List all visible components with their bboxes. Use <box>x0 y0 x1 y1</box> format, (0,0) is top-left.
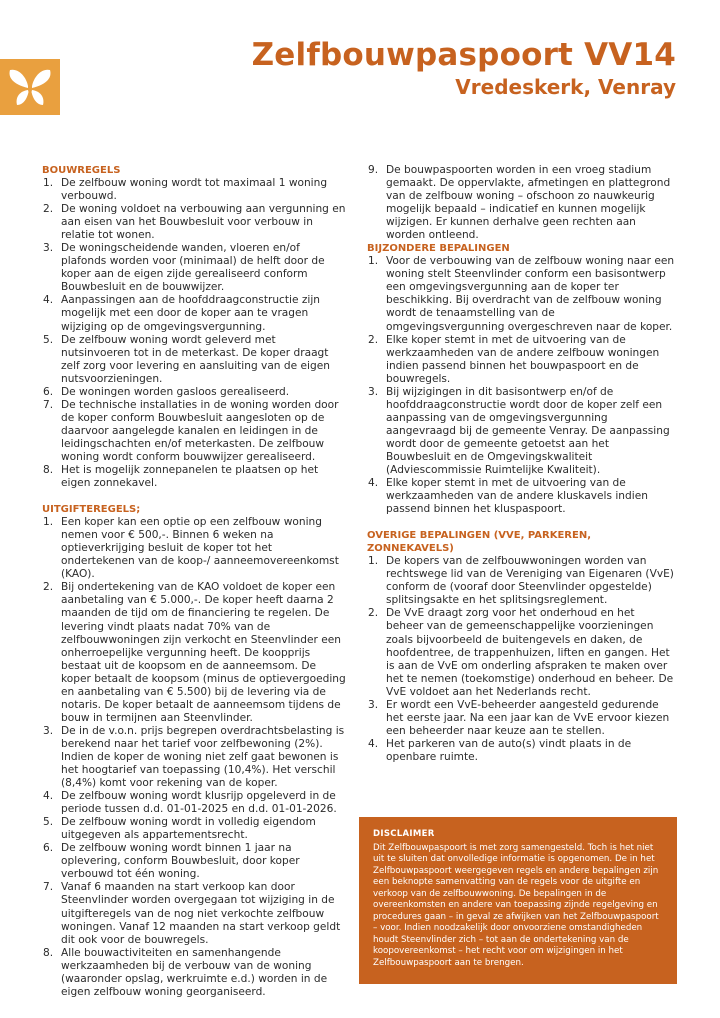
right-column <box>367 164 675 764</box>
list-uitgifteregels <box>42 516 346 999</box>
section-heading-uitgifteregels: UITGIFTEREGELS; <box>42 504 141 516</box>
section-heading-overige: OVERIGE BEPALINGEN (VVE, PARKEREN, ZONNEKAVELS) <box>367 530 591 555</box>
list-item: 4. Elke koper stemt in met de uitvoering van de werkzaamheden van de andere kluskavels indien passend binnen het kluspaspoort. <box>368 477 648 516</box>
butterfly-icon <box>0 59 60 115</box>
disclaimer-text: Dit Zelfbouwpaspoort is met zorg samengesteld. Toch is het niet uit te sluiten dat onvolledige informatie is opgenomen. De in het Zelfbouwpaspoort weergegeven regels en andere bepalingen zijn een beknopte samenvatting van de regels voor de uitgifte en verkoop van de zelfbouwwoning. De bepalingen in de overeenkomsten en andere van toepassing zijnde regelgeving en procedures gaan – in geval ze afwijken van het Zelfbouwpaspoort – voor. Indien noodzakelijk door onvoorziene omstandigheden houdt Steenvlinder zich – tot aan de ondertekening van de koopovereenkomst – het recht voor om wijzigingen in het Zelfbouwpaspoort aan te brengen. <box>373 842 659 968</box>
list-item: 5. De zelfbouw woning wordt geleverd met nutsinvoeren tot in de meterkast. De koper draagt zelf zorg voor levering en aansluiting van de eigen nutsvoorzieningen. <box>43 333 330 385</box>
list-uitgifteregels-continued <box>367 164 675 242</box>
list-item: 1. Een koper kan een optie op een zelfbouw woning nemen voor € 500,-. Binnen 6 weken na optieverkrijging besluit de koper tot het ondertekenen van de koop-/ aanneemovereenkomst (KAO). <box>43 516 339 581</box>
list-item: 1. Voor de verbouwing van de zelfbouw woning naar een woning stelt Steenvlinder conform een basisontwerp een omgevingsvergunning aan de koper ter beschikking. Bij overdracht van de zelfbouw woning wordt de tenaamstelling van de omgevingsvergunning overgeschreven naar de koper. <box>368 255 675 333</box>
list-item: 6. De woningen worden gasloos gerealiseerd. <box>43 385 290 398</box>
list-item: 1. De kopers van de zelfbouwwoningen worden van rechtswege lid van de Vereniging van Eigenaren (VvE) conform de (vooraf door Steenvlinder opgestelde) splitsingsakte en het splitsingsreglement. <box>368 555 674 607</box>
page-title: Zelfbouwpaspoort VV14 <box>251 37 676 73</box>
list-item: 4. Het parkeren van de auto(s) vindt plaats in de openbare ruimte. <box>368 737 632 763</box>
list-bijzondere <box>367 255 675 516</box>
disclaimer-box <box>359 817 677 984</box>
section-heading-bijzondere: BIJZONDERE BEPALINGEN <box>367 243 510 255</box>
list-item: 3. Er wordt een VvE-beheerder aangesteld gedurende het eerste jaar. Na een jaar kan de VvE ervoor kiezen een beheerder naar keuze aan te stellen. <box>368 698 670 737</box>
list-item: 5. De zelfbouw woning wordt in volledig eigendom uitgegeven als appartementsrecht. <box>43 816 316 842</box>
list-item: 2. De VvE draagt zorg voor het onderhoud en het beheer van de gemeenschappelijke voorzieningen zoals bijvoorbeeld de buitengevels en daken, de hoofdentree, de trappenhuizen, liften en gangen. Het is aan de VvE om onderling afspraken te maken over het te nemen (toekomstige) onderhoud en beheer. De VvE voldoet aan het Nederlands recht. <box>368 607 674 698</box>
list-overige <box>367 555 675 764</box>
logo <box>0 59 60 115</box>
list-item: 2. Elke koper stemt in met de uitvoering van de werkzaamheden van de andere zelfbouw woningen indien passend binnen het bouwpaspoort en de bouwregels. <box>368 333 660 385</box>
list-item: 2. De woning voldoet na verbouwing aan vergunning en aan eisen van het Bouwbesluit voor verbouw in relatie tot wonen. <box>43 203 346 242</box>
list-item: 8. Alle bouwactiviteiten en samenhangende werkzaamheden bij de verbouw van de woning (waaronder opslag, werkruimte e.d.) worden in de eigen zelfbouw woning georganiseerd. <box>43 946 328 998</box>
list-item: 2. Bij ondertekening van de KAO voldoet de koper een aanbetaling van € 5.000,-. De koper heeft daarna 2 maanden de tijd om de financiering te regelen. De levering vindt plaats nadat 70% van de zelfbouwwoningen zijn verkocht en Steenvlinder een onherroepelijke vergunning heeft. De koopprijs bestaat uit de koopsom en de aanneemsom. De koper betaalt de koopsom (minus de optievergoeding en aanbetaling van € 5.500) bij de levering via de notaris. De koper betaalt de aanneemsom tijdens de bouw in termijnen aan Steenvlinder. <box>43 581 346 724</box>
list-item: 3. De in de v.o.n. prijs begrepen overdrachtsbelasting is berekend naar het tarief voor zelfbewoning (2%). Indien de koper de woning niet zelf gaat bewonen is het hoogtarief van toepassing (10,4%). Het verschil (8,4%) komt voor rekening van de koper. <box>43 724 345 790</box>
list-item: 4. Aanpassingen aan de hoofddraagconstructie zijn mogelijk met een door de koper aan te vragen wijziging op de omgevingsvergunning. <box>43 294 321 333</box>
list-item: 7. De technische installaties in de woning worden door de koper conform Bouwbesluit aangesloten op de daarvoor aangelegde kanalen en leidingen in de leidingschachten en/of meterkasten. De zelfbouw woning wordt conform bouwwijzer gerealiseerd. <box>43 398 339 463</box>
page-subtitle: Vredeskerk, Venray <box>455 75 676 99</box>
list-item: 1. De zelfbouw woning wordt tot maximaal 1 woning verbouwd. <box>43 177 328 203</box>
list-item: 3. Bij wijzigingen in dit basisontwerp en/of de hoofddraagconstructie wordt door de koper zelf een aanpassing van de omgevingsvergunning aangevraagd bij de gemeente Venray. De aanpassing wordt door de gemeente getoetst aan het Bouwbesluit en de Omgevingskwaliteit (Adviescommissie Ruimtelijke Kwaliteit). <box>368 385 670 477</box>
page-header <box>252 36 676 100</box>
list-bouwregels <box>42 177 346 490</box>
list-item: 7. Vanaf 6 maanden na start verkoop kan door Steenvlinder worden overgegaan tot wijziging in de uitgifteregels van de nog niet verkochte zelfbouw woningen. Vanaf 12 maanden na start verkoop geldt dit ook voor de bouwregels. <box>43 881 341 946</box>
disclaimer-heading: DISCLAIMER <box>373 829 435 839</box>
section-heading-bouwregels: BOUWREGELS <box>42 165 121 176</box>
list-item: 3. De woningscheidende wanden, vloeren en/of plafonds worden voor (minimaal) de helft door de koper aan de eigen zijde gerealiseerd conform Bouwbesluit en de bouwwijzer. <box>43 242 325 294</box>
list-item: 6. De zelfbouw woning wordt binnen 1 jaar na oplevering, conform Bouwbesluit, door koper verbouwd tot één woning. <box>43 842 300 881</box>
list-item: 4. De zelfbouw woning wordt klusrijp opgeleverd in de periode tussen d.d. 01-01-2025 en d.d. 01-01-2026. <box>43 790 337 816</box>
list-item: 8. Het is mogelijk zonnepanelen te plaatsen op het eigen zonnekavel. <box>43 464 319 490</box>
list-item: 9. De bouwpaspoorten worden in een vroeg stadium gemaakt. De oppervlakte, afmetingen en plattegrond van de zelfbouw woning – ofschoon zo nauwkeurig mogelijk bepaald – indicatief en kunnen mogelijk wijzigen. Er kunnen derhalve geen rechten aan worden ontleend. <box>368 164 671 242</box>
left-column <box>42 164 346 999</box>
